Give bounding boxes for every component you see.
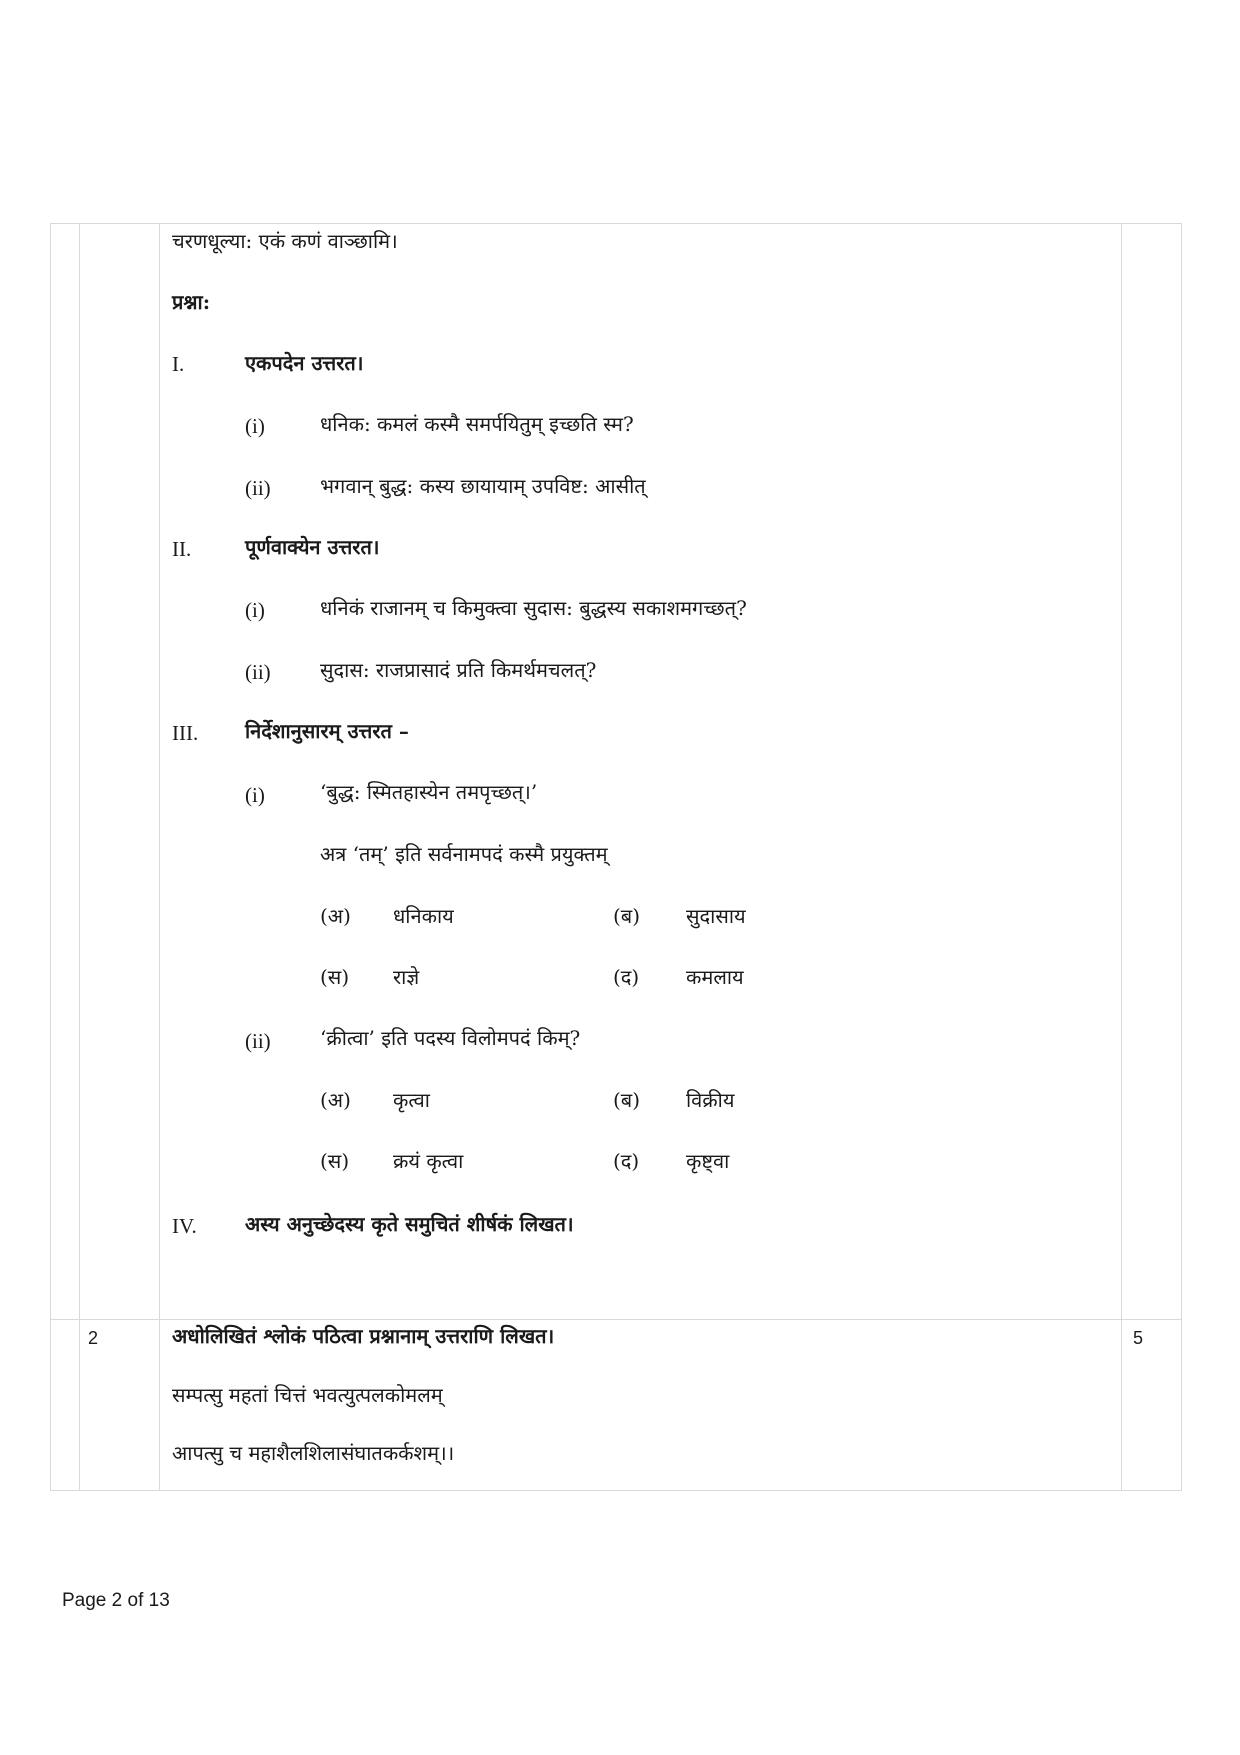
section-2-heading: पूर्णवाक्येन उत्तरत। — [245, 535, 380, 559]
sec3-q2-option-d-text: कृष्ट्वा — [686, 1149, 730, 1173]
sec1-q1-text: धनिक: कमलं कस्मै समर्पयितुम् इच्छति स्म? — [320, 412, 634, 436]
sec3-q2-option-c-text: क्रयं कृत्वा — [393, 1149, 464, 1173]
question-2-instruction: अधोलिखितं श्लोकं पठित्वा प्रश्नानाम् उत्तराणि लिखत। — [172, 1324, 555, 1348]
passage-continuation: चरणधूल्या: एकं कणं वाञ्छामि। — [172, 229, 398, 253]
table-left-border — [50, 223, 51, 1491]
sec3-q1-option-a-text: धनिकाय — [393, 904, 454, 928]
section-3-heading: निर्देशानुसारम् उत्तरत – — [245, 719, 409, 743]
sec3-q2-option-d-label: (द) — [613, 1149, 640, 1173]
section-3-number: III. — [172, 721, 199, 745]
sec3-q2-option-b-label: (ब) — [613, 1088, 641, 1112]
qno-column-divider — [79, 223, 80, 1491]
section-4-number: IV. — [172, 1214, 197, 1238]
questions-heading: प्रश्ना: — [172, 290, 211, 314]
sec3-q2-option-c-label: (स) — [320, 1149, 350, 1173]
question-2-marks: 5 — [1133, 1328, 1144, 1348]
sec3-q1-option-d-label: (द) — [613, 965, 640, 989]
sec3-q2-option-b-text: विक्रीय — [686, 1088, 735, 1112]
table-right-border — [1181, 223, 1182, 1491]
section-1-number: I. — [172, 352, 185, 376]
sec3-q1-prompt: अत्र ‘तम्’ इति सर्वनामपदं कस्मै प्रयुक्तम् — [320, 842, 608, 866]
sec3-q1-option-a-label: (अ) — [320, 904, 351, 928]
sec3-q1-option-b-label: (ब) — [613, 904, 641, 928]
sec2-q2-number: (ii) — [245, 660, 271, 684]
section-4-heading: अस्य अनुच्छेदस्य कृते समुचितं शीर्षकं लिखत। — [245, 1212, 574, 1236]
sec3-q2-option-a-text: कृत्वा — [393, 1088, 430, 1112]
sec2-q1-number: (i) — [245, 598, 265, 622]
sec3-q2-number: (ii) — [245, 1029, 271, 1053]
section-1-heading: एकपदेन उत्तरत। — [245, 351, 364, 375]
page-number: Page 2 of 13 — [62, 1590, 170, 1611]
sec1-q2-text: भगवान् बुद्ध: कस्य छायायाम् उपविष्ट: आसीत् — [320, 474, 646, 498]
content-column-divider — [159, 223, 160, 1491]
sec2-q1-text: धनिकं राजानम् च किमुक्त्वा सुदास: बुद्धस्य सकाशमगच्छत्? — [320, 596, 747, 620]
question-2-number: 2 — [88, 1328, 99, 1348]
sec1-q1-number: (i) — [245, 414, 265, 438]
sec3-q1-option-b-text: सुदासाय — [686, 904, 746, 928]
sec1-q2-number: (ii) — [245, 476, 271, 500]
sec3-q2-prompt: ‘क्रीत्वा’ इति पदस्य विलोमपदं किम्? — [320, 1026, 581, 1050]
marks-column-divider — [1121, 223, 1122, 1491]
section-2-number: II. — [172, 537, 192, 561]
sec3-q1-option-c-label: (स) — [320, 965, 350, 989]
shloka-line-2: आपत्सु च महाशैलशिलासंघातकर्कशम्।। — [172, 1441, 455, 1465]
shloka-line-1: सम्पत्सु महतां चित्तं भवत्युत्पलकोमलम् — [172, 1383, 443, 1407]
sec3-q2-option-a-label: (अ) — [320, 1088, 351, 1112]
sec3-q1-quote: ‘बुद्ध: स्मितहास्येन तमपृच्छत्।’ — [320, 780, 538, 804]
row-divider — [50, 1319, 1181, 1320]
table-top-border — [50, 223, 1181, 224]
table-bottom-border — [50, 1490, 1181, 1491]
sec3-q1-number: (i) — [245, 783, 265, 807]
sec2-q2-text: सुदास: राजप्रासादं प्रति किमर्थमचलत्? — [320, 658, 597, 682]
sec3-q1-option-c-text: राज्ञे — [393, 965, 420, 989]
sec3-q1-option-d-text: कमलाय — [686, 965, 744, 989]
